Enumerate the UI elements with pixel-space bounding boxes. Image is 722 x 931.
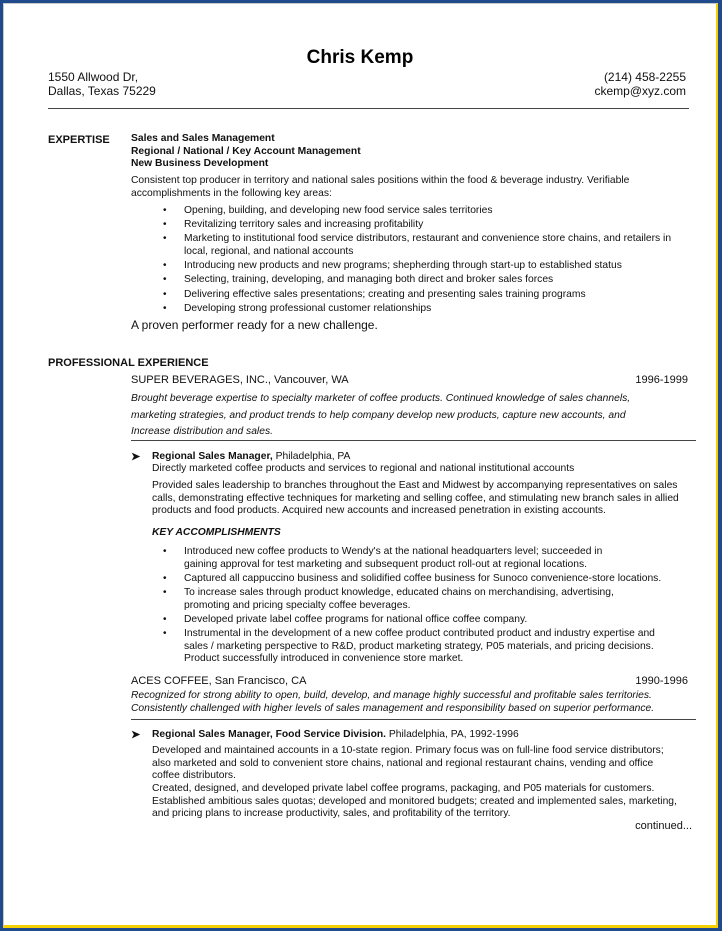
job1-summary-line: marketing strategies, and product trends to help company develop new products, capture new accounts, and	[131, 409, 626, 421]
job1-summary-line: Brought beverage expertise to specialty marketer of coffee products. Continued knowledge of sales channels,	[131, 393, 631, 404]
resume-page	[3, 3, 718, 928]
job1-divider	[131, 440, 696, 441]
contact-block	[594, 70, 686, 98]
job2-divider	[131, 719, 696, 720]
list-item: • Revitalizing territory sales and increasing profitability	[155, 219, 687, 232]
list-item: • Opening, building, and developing new food service sales territories	[155, 205, 687, 218]
expertise-summary: Consistent top producer in territory and national sales positions within the food & beverage industry. Verifiable accomplishments in the following key areas:	[131, 175, 630, 199]
job1-role-location: Philadelphia, PA	[272, 451, 351, 462]
list-item: • Selecting, training, developing, and managing both direct and broker sales forces	[155, 274, 687, 287]
job2-summary	[131, 690, 701, 715]
key-accomplishments-title: KEY ACCOMPLISHMENTS	[152, 527, 281, 538]
job2-role	[152, 729, 692, 742]
list-item: • Instrumental in the development of a new coffee product contributed product and industry expertise and sales / marketing perspective to R&D, product marketing strategy, P05 materials, and pricing decisions. Product successfully introduced in convenience store market.	[155, 628, 675, 666]
job2-role-title: Regional Sales Manager, Food Service Division.	[152, 729, 387, 740]
email-address: ckemp@xyz.com	[594, 84, 686, 98]
candidate-name: Chris Kemp	[306, 47, 414, 68]
list-item: • Captured all cappuccino business and solidified coffee business for Sunoco convenience-store locations.	[155, 573, 675, 586]
job1-role-desc: Directly marketed coffee products and services to regional and national institutional accounts	[152, 463, 575, 474]
job1-dates: 1996-1999	[635, 374, 688, 386]
list-item: • Introduced new coffee products to Wendy's at the national headquarters level; succeeded in gaining approval for test marketing and subsequent product roll-out at regional locations.	[155, 546, 675, 571]
job1-role	[152, 451, 692, 464]
expertise-bullet-list	[155, 205, 687, 317]
expertise-closing: A proven performer ready for a new challenge.	[131, 318, 378, 332]
job2-dates: 1990-1996	[635, 675, 688, 687]
job1-summary	[131, 391, 691, 441]
list-item: • To increase sales through product knowledge, educated chains on merchandising, advertising, promoting and pricing specialty coffee beverages.	[155, 587, 675, 612]
expertise-heading: Regional / National / Key Account Management	[131, 145, 361, 157]
job2-summary-line: Consistently challenged with higher levels of sales management and responsibility based on superior performance.	[131, 702, 655, 714]
list-item: • Developing strong professional customer relationships	[155, 303, 687, 316]
address-line-2: Dallas, Texas 75229	[48, 84, 156, 98]
accomplishments-list	[155, 546, 675, 667]
section-title-experience: PROFESSIONAL EXPERIENCE	[48, 357, 209, 369]
expertise-heading: Sales and Sales Management	[131, 133, 275, 144]
header-divider	[48, 108, 689, 109]
job2-role-location: Philadelphia, PA, 1992-1996	[386, 729, 519, 740]
address-block	[48, 70, 156, 98]
list-item: • Developed private label coffee programs for national office coffee company.	[155, 614, 675, 627]
list-item: • Marketing to institutional food service distributors, restaurant and convenience store chains, and retailers in local, regional, and national accounts	[155, 233, 687, 258]
job2-summary-line: Recognized for strong ability to open, build, develop, and manage highly successful and profitable sales territories.	[131, 690, 652, 701]
expertise-headings	[131, 133, 691, 171]
job2-company: ACES COFFEE, San Francisco, CA	[131, 675, 307, 687]
job1-summary-line: Increase distribution and sales.	[131, 426, 273, 437]
job2-role-para-1: Developed and maintained accounts in a 10-state region. Primary focus was on full-line food service distributors; also marketed and sold to convenient store chains, national and regional restaurant chains, vending and office coffee distributors.	[152, 745, 664, 782]
job1-role-para: Provided sales leadership to branches throughout the East and Midwest by accompanying representatives on sales calls, demonstrating effective techniques for marketing and selling coffee, and stimulating new branch sales in allied products and food products. Acquired new accounts and increased penetration in existing accounts.	[152, 480, 679, 517]
job2-role-para-2: Created, designed, and developed private label coffee programs, packaging, and P05 materials for customers. Established ambitious sales quotas; developed and monitored budgets; created and implemented sales, marketing, and pricing plans to increase productivity, sales, and profitability of the territory.	[152, 783, 677, 820]
address-line-1: 1550 Allwood Dr,	[48, 70, 139, 84]
job1-company: SUPER BEVERAGES, INC., Vancouver, WA	[131, 374, 349, 386]
arrow-bullet-icon: ➤	[131, 451, 141, 463]
section-title-expertise: EXPERTISE	[48, 134, 110, 146]
list-item: • Delivering effective sales presentations; creating and presenting sales training programs	[155, 289, 687, 302]
list-item: • Introducing new products and new programs; shepherding through start-up to established status	[155, 260, 687, 273]
arrow-bullet-icon: ➤	[131, 729, 141, 741]
phone-number: (214) 458-2255	[603, 70, 686, 84]
continued-note: continued...	[635, 820, 692, 832]
expertise-heading: New Business Development	[131, 158, 269, 170]
job1-role-title: Regional Sales Manager,	[152, 451, 273, 462]
